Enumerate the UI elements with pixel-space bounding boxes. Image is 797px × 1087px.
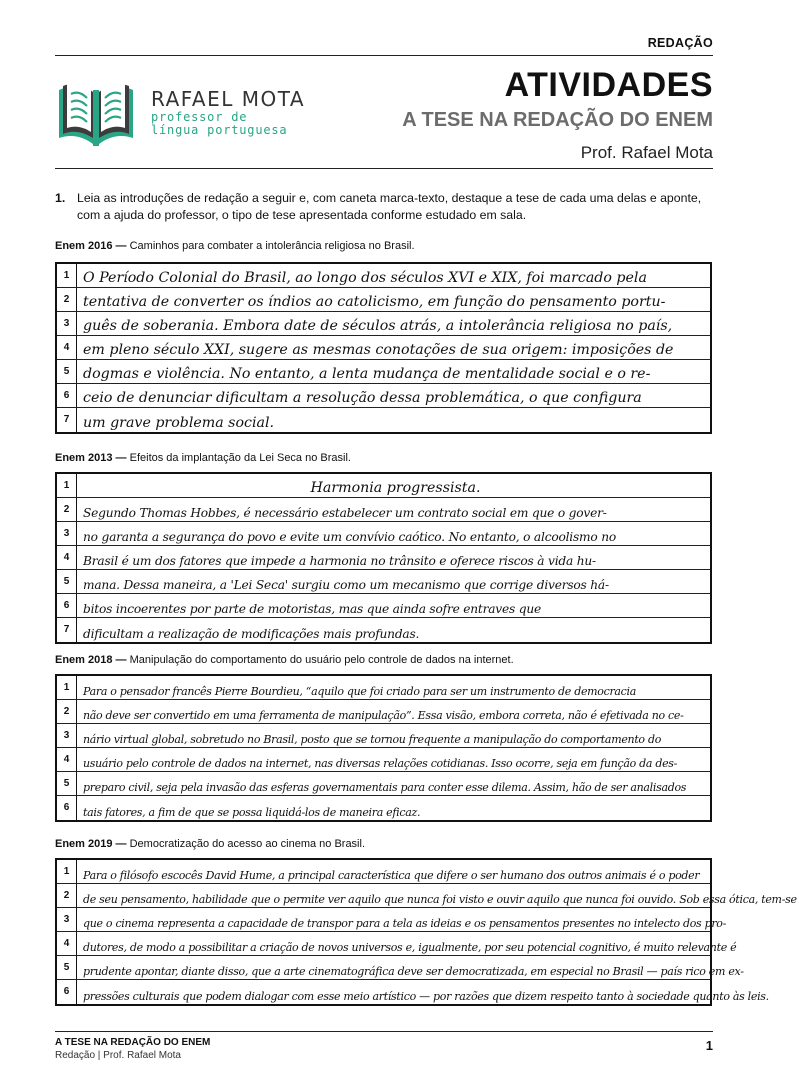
- essay-line: [57, 570, 710, 594]
- line-number: 5: [57, 956, 77, 979]
- handwritten-text: O Período Colonial do Brasil, ao longo dos séculos XVI e XIX, foi marcado pela: [83, 270, 647, 286]
- footer-title: A TESE NA REDAÇÃO DO ENEM: [55, 1037, 211, 1048]
- essay-line: [57, 498, 710, 522]
- line-number: 2: [57, 884, 77, 907]
- line-number: 7: [57, 408, 77, 432]
- essay-theme: Efeitos da implantação da Lei Seca no Brasil.: [129, 452, 351, 464]
- handwritten-text: que o cinema representa a capacidade de transpor para a tela as ideias e os pensamentos presentes no intelecto dos pro-: [83, 917, 727, 930]
- essay-label: [55, 838, 365, 850]
- line-number: 4: [57, 748, 77, 771]
- handwritten-text: um grave problema social.: [83, 415, 274, 431]
- handwritten-text: Segundo Thomas Hobbes, é necessário estabelecer um contrato social em que o gover-: [83, 506, 607, 520]
- line-number: 2: [57, 498, 77, 521]
- essay-theme: Manipulação do comportamento do usuário pelo controle de dados na internet.: [129, 654, 514, 666]
- author: Prof. Rafael Mota: [580, 143, 713, 162]
- essay-exam: Enem 2013 —: [55, 452, 127, 464]
- essay-label: [55, 452, 351, 464]
- handwritten-text: Brasil é um dos fatores que impede a harmonia no trânsito e oferece riscos à vida hu-: [83, 554, 596, 568]
- essay-label: [55, 654, 514, 666]
- question-number: 1.: [55, 191, 66, 205]
- essay-line: [57, 546, 710, 570]
- title-block: [402, 66, 713, 166]
- open-book-icon: [55, 72, 137, 152]
- line-number: 1: [57, 676, 77, 699]
- brand-tagline-1: professor de: [151, 110, 248, 124]
- line-number: 7: [57, 618, 77, 642]
- essay-exam: Enem 2019 —: [55, 838, 127, 850]
- handwritten-text: tentativa de converter os índios ao catolicismo, em função do pensamento portu-: [83, 294, 666, 310]
- handwritten-text: pressões culturais que podem dialogar com esse meio artístico — por razões que dizem respeito tanto à sociedade quanto às leis.: [83, 990, 769, 1003]
- line-number: 3: [57, 908, 77, 931]
- handwritten-text: dutores, de modo a possibilitar a criação de novos universos e, igualmente, por seu potencial cognitivo, é muito relevante é: [83, 941, 737, 954]
- essay-sheet: [55, 674, 712, 822]
- line-number: 6: [57, 384, 77, 407]
- handwritten-text: preparo civil, seja pela invasão das esferas governamentais para conter esse dilema. Assim, hão de ser analisados: [83, 781, 687, 794]
- handwritten-text: usuário pelo controle de dados na internet, nas diversas relações cotidianas. Isso ocorre, seja em função da des-: [83, 757, 678, 770]
- page-number: 1: [705, 1038, 713, 1053]
- essay-sheet: [55, 262, 712, 434]
- line-number: 1: [57, 860, 77, 883]
- handwritten-text: de seu pensamento, habilidade que o permite ver aquilo que nunca foi visto e ouvir aquilo que nunca foi ouvido. Sob essa ótica, tem-se: [83, 893, 797, 906]
- line-number: 3: [57, 522, 77, 545]
- footer-rule: [55, 1031, 713, 1032]
- handwritten-text: guês de soberania. Embora date de séculos atrás, a intolerância religiosa no país,: [83, 318, 673, 334]
- essay-label: [55, 240, 415, 252]
- essay-line: [57, 264, 710, 288]
- essay-line: [57, 796, 710, 820]
- line-number: 3: [57, 724, 77, 747]
- brand-name: RAFAEL MOTA: [151, 87, 306, 111]
- handwritten-title: Harmonia progressista.: [310, 480, 481, 496]
- line-number: 4: [57, 336, 77, 359]
- essay-line: [57, 474, 710, 498]
- line-number: 6: [57, 796, 77, 820]
- essay-line: [57, 618, 710, 642]
- essay-theme: Democratização do acesso ao cinema no Brasil.: [129, 838, 366, 850]
- brand-tagline-2: língua portuguesa: [151, 123, 288, 137]
- line-number: 5: [57, 772, 77, 795]
- handwritten-text: dogmas e violência. No entanto, a lenta mudança de mentalidade social e o re-: [83, 366, 651, 382]
- handwritten-text: em pleno século XXI, sugere as mesmas conotações de sua origem: imposições de: [83, 342, 674, 358]
- essay-line: [57, 908, 727, 932]
- essay-sheet: [55, 858, 797, 1006]
- page-subtitle: A TESE NA REDAÇÃO DO ENEM: [402, 109, 713, 131]
- essay-line: [57, 884, 797, 908]
- line-number: 4: [57, 546, 77, 569]
- line-number: 1: [57, 474, 77, 497]
- handwritten-text: Para o pensador francês Pierre Bourdieu, “aquilo que foi criado para ser um instrumento de democracia: [83, 685, 637, 698]
- essay-line: [57, 956, 744, 980]
- essay-line: [57, 676, 710, 700]
- essay-line: [57, 336, 710, 360]
- essay-line: [57, 748, 710, 772]
- line-number: 2: [57, 288, 77, 311]
- handwritten-text: tais fatores, a fim de que se possa liquidá-los de maneira eficaz.: [83, 806, 421, 819]
- handwritten-text: mana. Dessa maneira, a 'Lei Seca' surgiu como um mecanismo que corrige diversos há-: [83, 578, 609, 592]
- essay-exam: Enem 2016 —: [55, 240, 127, 252]
- essay-line: [57, 384, 710, 408]
- essay-line: [57, 288, 710, 312]
- section-label: REDAÇÃO: [647, 36, 713, 50]
- page-title: ATIVIDADES: [504, 66, 713, 104]
- essay-line: [57, 700, 710, 724]
- handwritten-text: não deve ser convertido em uma ferramenta de manipulação”. Essa visão, embora correta, não é efetivada no ce-: [83, 709, 684, 722]
- handwritten-text: Para o filósofo escocês David Hume, a principal característica que difere o ser humano dos outros animais é o poder: [83, 869, 700, 882]
- handwritten-text: prudente apontar, diante disso, que a arte cinematográfica deve ser democratizada, em especial no Brasil — país rico em ex-: [83, 965, 744, 978]
- essay-exam: Enem 2018 —: [55, 654, 127, 666]
- essay-line: [57, 522, 710, 546]
- essay-line: [57, 312, 710, 336]
- handwritten-text: nário virtual global, sobretudo no Brasil, posto que se tornou frequente a manipulação do comportamento do: [83, 733, 662, 746]
- handwritten-text: no garanta a segurança do povo e evite um convívio caótico. No entanto, o alcoolismo no: [83, 530, 616, 544]
- line-number: 5: [57, 570, 77, 593]
- footer-subtitle: Redação | Prof. Rafael Mota: [55, 1050, 181, 1061]
- line-number: 1: [57, 264, 77, 287]
- essay-line: [57, 408, 710, 432]
- line-number: 3: [57, 312, 77, 335]
- title-rule: [55, 168, 713, 169]
- line-number: 4: [57, 932, 77, 955]
- question-text: Leia as introduções de redação a seguir e, com caneta marca-texto, destaque a tese de cada uma delas e aponte, com a ajuda do professor, o tipo de tese apresentada conforme estudado em sala.: [77, 191, 702, 222]
- handwritten-text: dificultam a realização de modificações mais profundas.: [83, 627, 420, 641]
- essay-line: [57, 860, 710, 884]
- essay-line: [57, 772, 710, 796]
- logo: [55, 72, 325, 152]
- essay-line: [57, 932, 737, 956]
- essay-line: [57, 724, 710, 748]
- line-number: 5: [57, 360, 77, 383]
- handwritten-text: ceio de denunciar dificultam a resolução dessa problemática, o que configura: [83, 390, 642, 406]
- line-number: 2: [57, 700, 77, 723]
- essay-line: [57, 594, 710, 618]
- essay-theme: Caminhos para combater a intolerância religiosa no Brasil.: [129, 240, 415, 252]
- essay-line: [57, 360, 710, 384]
- header-rule: [55, 55, 713, 56]
- essay-sheet: [55, 472, 712, 644]
- question: [55, 190, 713, 224]
- line-number: 6: [57, 980, 77, 1004]
- handwritten-text: bitos incoerentes por parte de motoristas, mas que ainda sofre entraves que: [83, 602, 541, 616]
- line-number: 6: [57, 594, 77, 617]
- essay-line: [57, 980, 769, 1004]
